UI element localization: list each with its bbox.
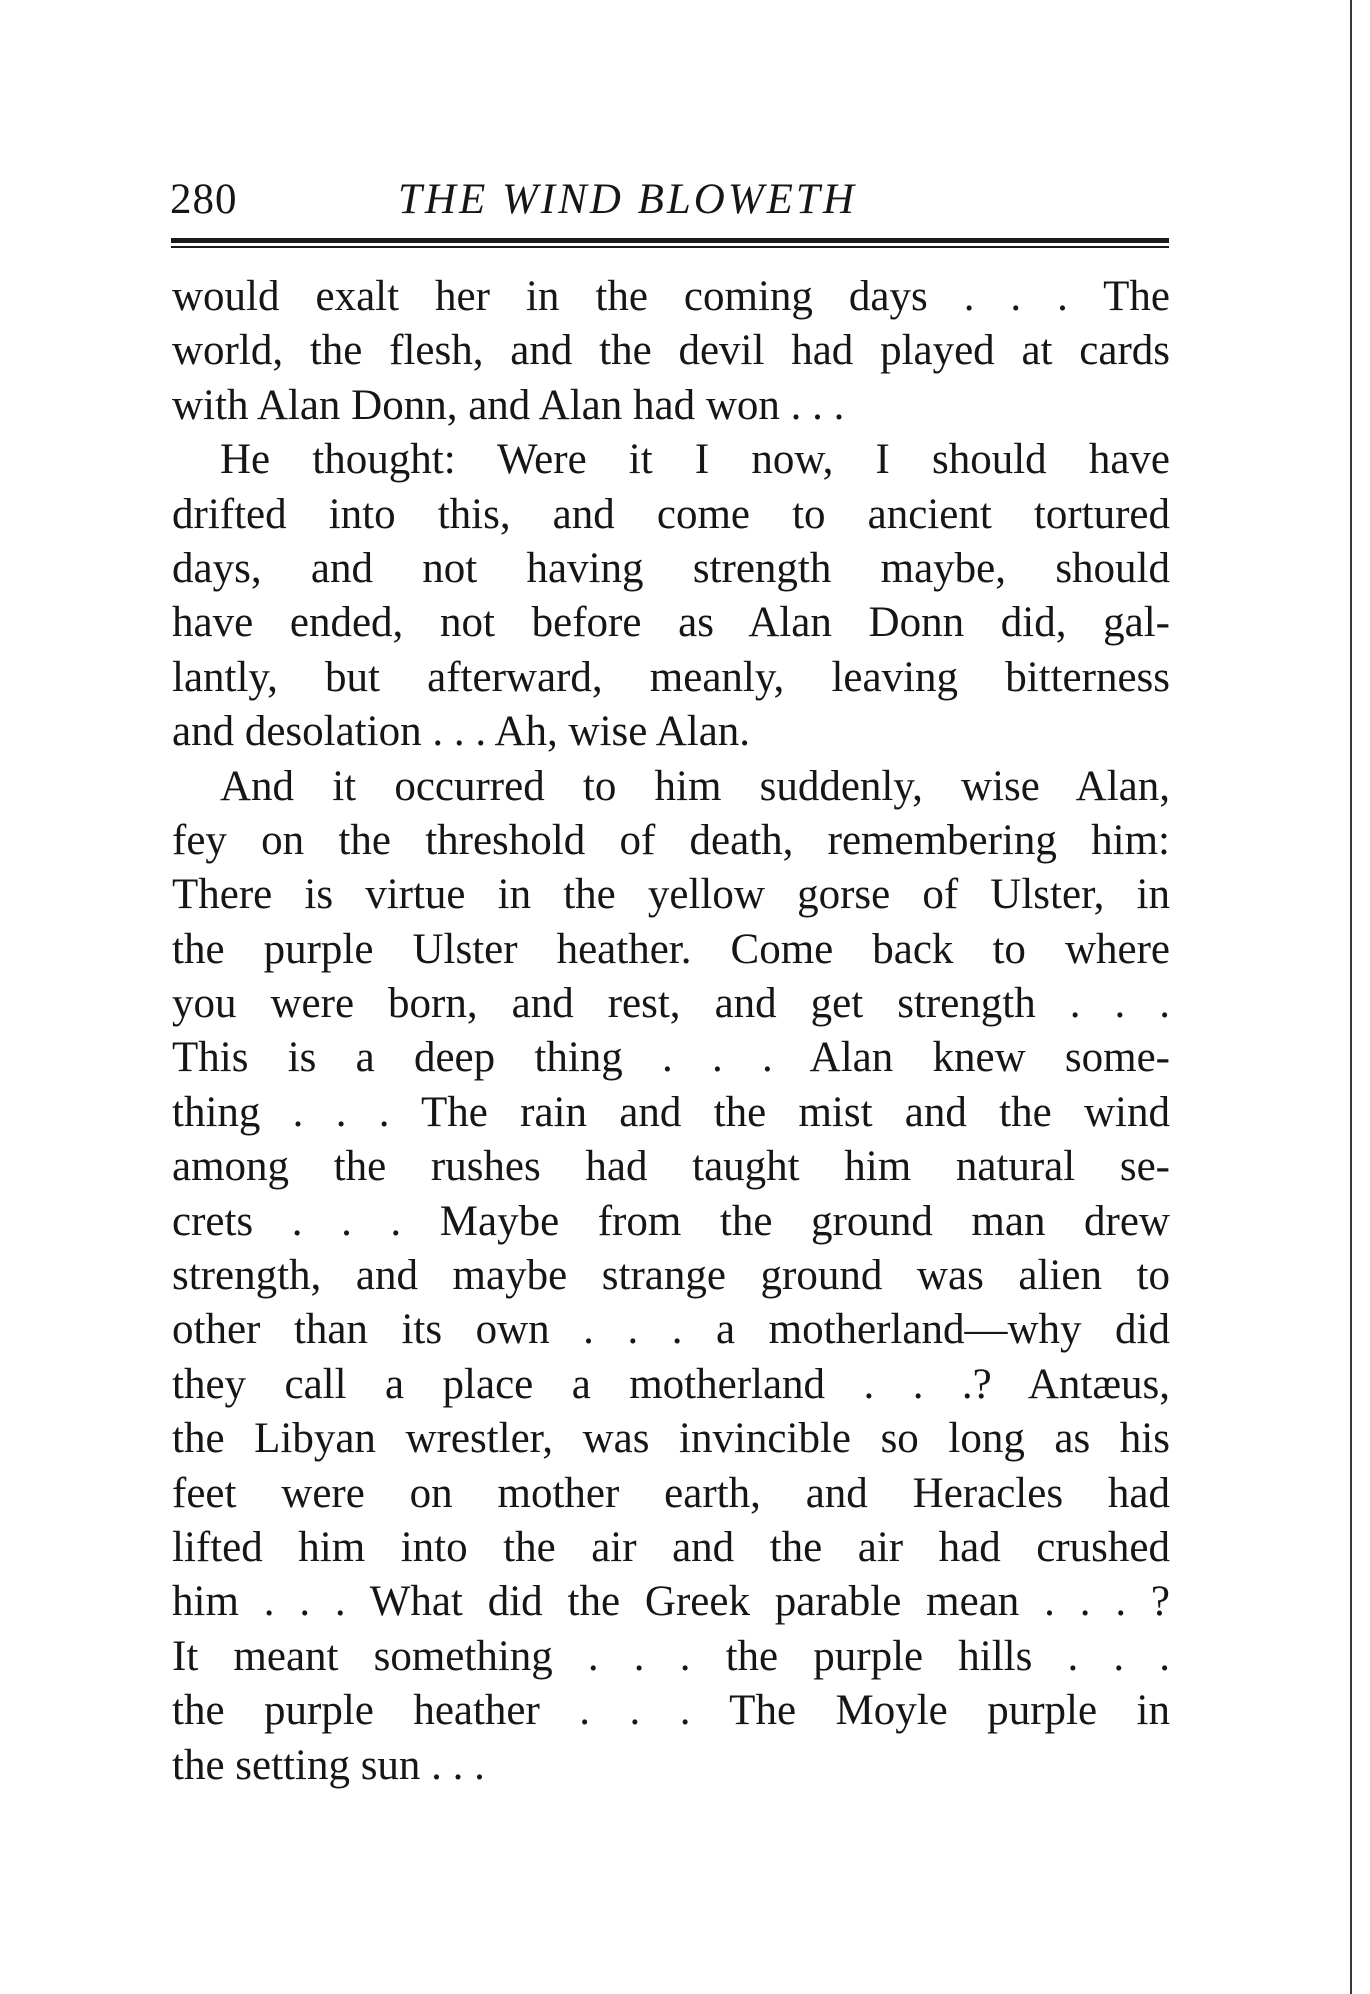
text-line: with Alan Donn, and Alan had won . . . [172,381,845,429]
page-number: 280 [170,176,238,223]
text-line: drifted into this, and come to ancient tortured [172,490,1170,538]
text-line: thing . . . The rain and the mist and the wind [172,1088,1170,1136]
text-line: lifted him into the air and the air had crushed [172,1523,1170,1571]
text-line: you were born, and rest, and get strength . . . [172,980,1170,1028]
text-line: and desolation . . . Ah, wise Alan. [172,708,751,756]
page-header [170,172,1170,232]
header-rule-thin [171,246,1169,248]
paragraph-start-line: And it occurred to him suddenly, wise Alan, [220,762,1170,810]
text-line: the purple heather . . . The Moyle purple in [172,1687,1170,1735]
text-line: they call a place a motherland . . .? Antæus, [172,1360,1170,1408]
paragraph-start-line: He thought: Were it I now, I should have [220,436,1170,484]
text-line: the purple Ulster heather. Come back to where [172,925,1170,973]
text-line: crets . . . Maybe from the ground man drew [172,1197,1170,1245]
header-rule-thick [171,238,1169,243]
text-line: fey on the threshold of death, remembering him: [172,816,1170,864]
text-line: among the rushes had taught him natural se- [172,1143,1170,1191]
text-line: feet were on mother earth, and Heracles had [172,1469,1170,1517]
text-line: have ended, not before as Alan Donn did, gal- [172,599,1170,647]
text-line: world, the flesh, and the devil had played at cards [172,327,1170,375]
text-line: him . . . What did the Greek parable mean . . . ? [172,1578,1170,1626]
text-line: lantly, but afterward, meanly, leaving bitterness [172,653,1170,701]
text-line: the Libyan wrestler, was invincible so long as his [172,1415,1170,1463]
text-line: other than its own . . . a motherland—why did [172,1306,1170,1354]
text-line: It meant something . . . the purple hills . . . [172,1632,1170,1680]
text-line: would exalt her in the coming days . . . The [172,273,1170,320]
body-text [172,270,1170,1793]
text-line: days, and not having strength maybe, should [172,544,1170,592]
text-line: There is virtue in the yellow gorse of Ulster, in [172,871,1170,919]
running-title: THE WIND BLOWETH [398,176,857,223]
page-edge-line [1350,0,1352,1994]
text-line: strength, and maybe strange ground was alien to [172,1252,1170,1300]
text-line: the setting sun . . . [172,1741,485,1789]
text-line: This is a deep thing . . . Alan knew some- [172,1034,1170,1082]
